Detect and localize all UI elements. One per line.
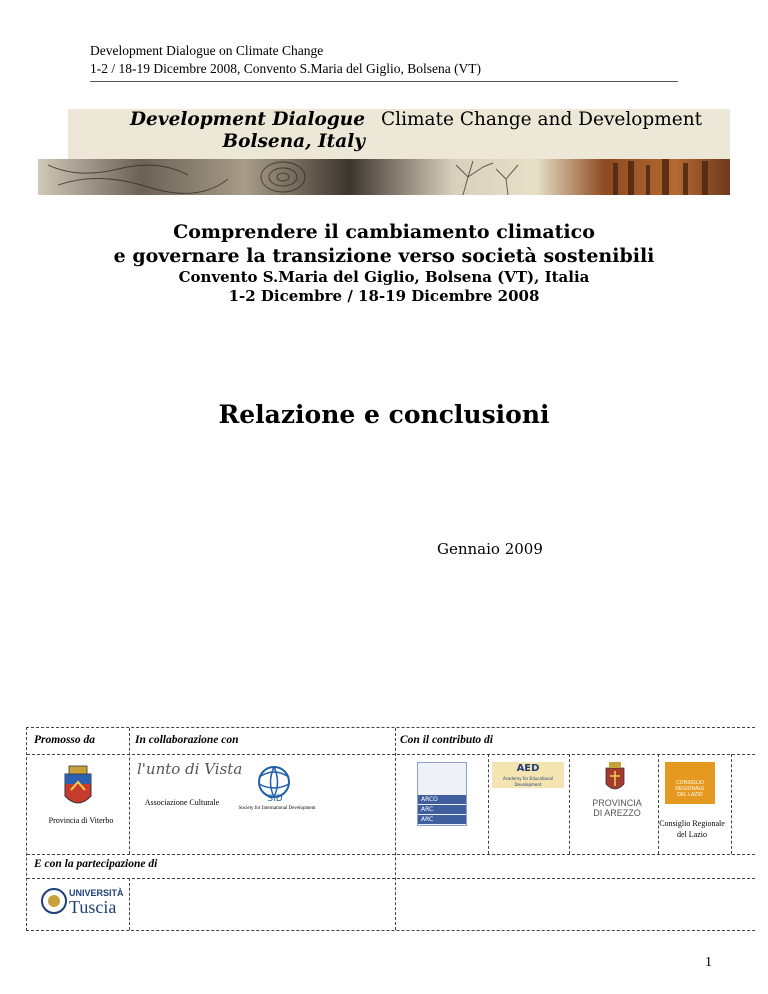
- arco-line-1: ARCO: [418, 795, 466, 804]
- lazio-caption-line-1: Consiglio Regionale: [659, 819, 725, 828]
- arezzo-text: [577, 798, 657, 818]
- title-line-1: Comprendere il cambiamento climatico: [173, 221, 595, 243]
- row-divider-2: [27, 854, 755, 855]
- title-line-4: 1-2 Dicembre / 18-19 Dicembre 2008: [228, 287, 540, 305]
- lazio-logo: [665, 762, 715, 804]
- lazio-caption-line-2: del Lazio: [677, 830, 707, 839]
- banner-left-title: [90, 109, 365, 153]
- row-divider-1: [27, 754, 755, 755]
- promosso-label: Promosso da: [34, 734, 96, 746]
- document-heading: Relazione e conclusioni: [218, 400, 550, 429]
- banner-right-title: Climate Change and Development: [381, 109, 703, 130]
- associazione-culturale-caption: Associazione Culturale: [144, 798, 220, 807]
- aed-logo-text: AED: [516, 763, 540, 774]
- arezzo-line-1: PROVINCIA: [592, 798, 642, 808]
- tuscia-line-2: Tuscia: [69, 897, 117, 917]
- lazio-logo-line-3: DEL LAZIO: [677, 792, 703, 798]
- sid-subtitle: Society for International Development: [238, 806, 316, 811]
- header-line-2: 1-2 / 18-19 Dicembre 2008, Convento S.Maria del Giglio, Bolsena (VT): [90, 61, 482, 76]
- lazio-caption: [657, 818, 727, 840]
- arco-line-3: ARC: [418, 815, 466, 824]
- tuscia-logo: [69, 888, 124, 916]
- punto-di-vista-logo: l'unto di Vista: [137, 760, 243, 778]
- sid-logo-text: SID: [267, 794, 283, 804]
- banner-left-line-1: Development Dialogue: [130, 109, 365, 130]
- contributo-label: Con il contributo di: [400, 734, 493, 746]
- running-header: [90, 42, 678, 82]
- collaborazione-label: In collaborazione con: [135, 734, 239, 746]
- title-line-3: Convento S.Maria del Giglio, Bolsena (VT), Italia: [178, 268, 590, 286]
- tuscia-line-1: UNIVERSITÀ: [69, 888, 124, 898]
- banner-left-line-2: Bolsena, Italy: [222, 131, 365, 152]
- col-divider-2: [395, 728, 396, 930]
- col-divider-4: [569, 754, 570, 854]
- partners-table: [26, 727, 755, 931]
- col-divider-1: [129, 728, 130, 854]
- tuscia-seal-logo: [41, 886, 67, 916]
- arezzo-coat-of-arms-logo: [603, 762, 627, 796]
- row-divider-3: [27, 878, 755, 879]
- arezzo-line-2: DI AREZZO: [593, 808, 641, 818]
- aed-logo: [492, 762, 564, 788]
- header-line-1: Development Dialogue on Climate Change: [90, 43, 324, 58]
- arco-line-2: ARC: [418, 805, 466, 814]
- col-divider-7: [129, 878, 130, 930]
- arco-logo: [417, 762, 467, 826]
- conference-title: [0, 220, 768, 306]
- banner-title-band: [68, 109, 730, 159]
- event-banner: [38, 109, 730, 195]
- lazio-logo-line-2: REGIONALE: [675, 786, 705, 792]
- banner-image-strip: [38, 159, 730, 195]
- aed-subtitle: Academy for Educational Development: [502, 776, 554, 787]
- col-divider-6: [731, 754, 732, 854]
- title-line-2: e governare la transizione verso società sostenibili: [113, 245, 655, 267]
- col-divider-3: [488, 754, 489, 854]
- page-number: 1: [705, 955, 712, 970]
- viterbo-caption: Provincia di Viterbo: [48, 816, 114, 825]
- partecipazione-label: E con la partecipazione di: [34, 858, 158, 870]
- document-date: Gennaio 2009: [437, 540, 543, 558]
- lazio-logo-line-1: CONSIGLIO: [676, 780, 704, 786]
- viterbo-coat-of-arms-logo: [61, 764, 95, 812]
